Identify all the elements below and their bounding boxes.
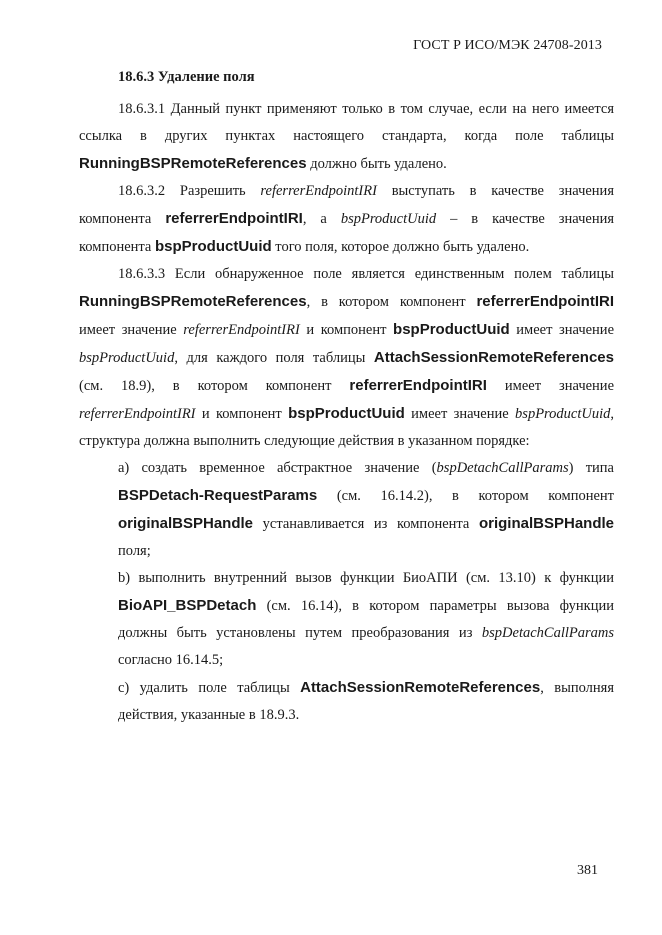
- paragraph-18-6-3-2: [79, 178, 614, 261]
- text-run: (см. 16.14.2), в котором компонент: [317, 488, 614, 504]
- code-term: RunningBSPRemoteReferences: [79, 293, 307, 310]
- text-run: , а: [302, 211, 341, 227]
- list-item-b: [118, 565, 614, 674]
- text-run: 18.6.3.2 Разрешить: [118, 183, 261, 199]
- code-term: referrerEndpointIRI: [349, 377, 487, 394]
- text-run: (см. 16.14), в котором параметры вызова функции должны быть установлены путем преобразования из: [118, 598, 614, 641]
- text-run: выступать в качестве значения компонента: [79, 183, 614, 227]
- text-run: поля;: [118, 543, 151, 559]
- paragraph-18-6-3-3: [79, 261, 614, 455]
- text-run: b) выполнить внутренний вызов функции БиоАПИ (см. 13.10) к функции: [118, 570, 614, 586]
- text-run: , структура должна выполнить следующие действия в указанном порядке:: [79, 406, 614, 449]
- page-number: 381: [577, 863, 598, 878]
- text-run: (см. 18.9), в котором компонент: [79, 378, 350, 394]
- code-term: originalBSPHandle: [118, 515, 254, 532]
- list-item-c: [118, 674, 614, 729]
- standard-header: ГОСТ Р ИСО/МЭК 24708-2013: [413, 38, 602, 53]
- text-run: устанавливается из компонента: [253, 516, 479, 532]
- document-body: [79, 96, 614, 729]
- italic-term: bspProductUuid: [79, 350, 175, 366]
- code-term: bspProductUuid: [288, 405, 405, 422]
- paragraph-18-6-3-1: [79, 96, 614, 178]
- text-run: и компонент: [195, 406, 289, 422]
- section-title: 18.6.3 Удаление поля: [118, 69, 255, 85]
- text-run: a) создать временное абстрактное значение (: [118, 460, 437, 476]
- text-run: c) удалить поле таблицы: [118, 680, 301, 696]
- text-run: имеет значение: [486, 378, 615, 394]
- text-run: , в котором компонент: [306, 294, 477, 310]
- code-term: referrerEndpointIRI: [165, 210, 303, 227]
- italic-term: referrerEndpointIRI: [260, 183, 377, 199]
- code-term: AttachSessionRemoteReferences: [373, 349, 614, 366]
- italic-term: referrerEndpointIRI: [79, 406, 196, 422]
- code-term: bspProductUuid: [155, 238, 272, 255]
- code-term: AttachSessionRemoteReferences: [300, 679, 541, 696]
- text-run: согласно 16.14.5;: [118, 652, 224, 668]
- text-run: 18.6.3.1 Данный пункт применяют только в том случае, если на него имеется ссылка в других пунктах настоящего стандарта, когда поле таблицы: [79, 101, 614, 144]
- italic-term: bspProductUuid: [340, 211, 437, 227]
- code-term: RunningBSPRemoteReferences: [79, 155, 307, 172]
- code-term: referrerEndpointIRI: [476, 293, 614, 310]
- text-run: ) типа: [568, 460, 614, 476]
- italic-term: bspDetachCallParams: [481, 625, 614, 641]
- code-term: bspProductUuid: [393, 321, 510, 338]
- text-run: того поля, которое должно быть удалено.: [271, 239, 530, 255]
- italic-term: bspProductUuid: [515, 406, 611, 422]
- code-term: BSPDetach-RequestParams: [118, 487, 318, 504]
- text-run: имеет значение: [404, 406, 516, 422]
- text-run: , для каждого поля таблицы: [174, 350, 374, 366]
- text-run: 18.6.3.3 Если обнаруженное поле является единственным полем таблицы: [118, 266, 614, 282]
- text-run: , выполняя действия, указанные в 18.9.3.: [118, 680, 614, 723]
- text-run: и компонент: [299, 322, 394, 338]
- code-term: BioAPI_BSPDetach: [118, 597, 257, 614]
- text-run: – в качестве значения компонента: [79, 211, 615, 255]
- text-run: должно быть удалено.: [306, 156, 447, 172]
- italic-term: referrerEndpointIRI: [183, 322, 300, 338]
- text-run: имеет значение: [509, 322, 614, 338]
- italic-term: bspDetachCallParams: [436, 460, 569, 476]
- code-term: originalBSPHandle: [478, 515, 614, 532]
- list-item-a: [118, 455, 614, 565]
- text-run: имеет значение: [79, 322, 184, 338]
